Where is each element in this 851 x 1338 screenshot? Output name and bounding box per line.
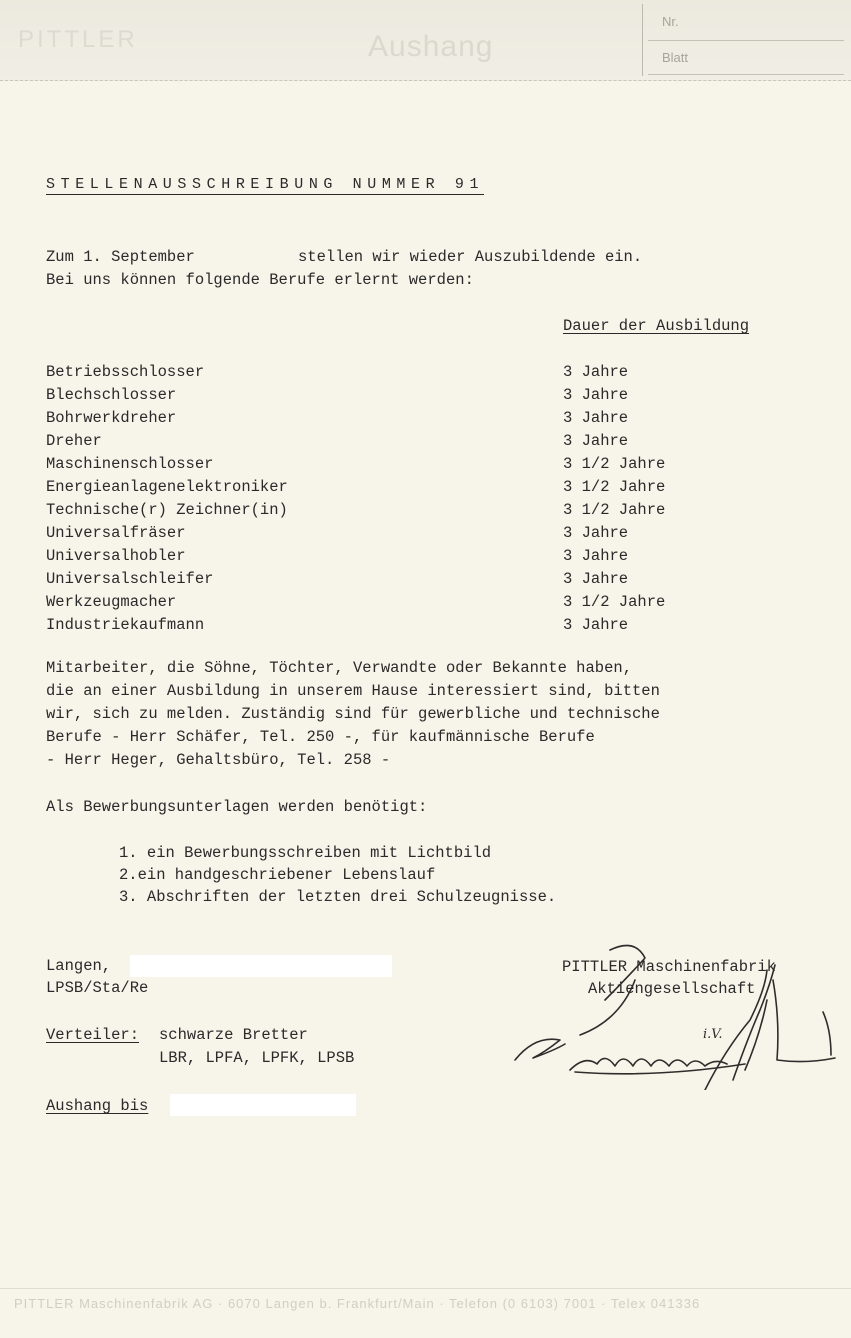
document-title: STELLENAUSSCHREIBUNG NUMMER 91 (46, 176, 485, 193)
job-duration: 3 1/2 Jahre (563, 501, 666, 519)
paragraph-line: die an einer Ausbildung in unserem Hause interessiert sind, bitten (46, 682, 660, 700)
paragraph-line: Mitarbeiter, die Söhne, Töchter, Verwandte oder Bekannte haben, (46, 659, 632, 677)
duration-list (563, 361, 665, 637)
handwritten-signature (505, 940, 845, 1090)
job-name: Blechschlosser (46, 386, 177, 404)
header-divider (642, 4, 643, 76)
posting-label: Aushang bis (46, 1097, 149, 1115)
contact-paragraph (46, 657, 660, 772)
requirements-intro: Als Bewerbungsunterlagen werden benötigt: (46, 798, 428, 816)
paragraph-line: Berufe - Herr Schäfer, Tel. 250 -, für kaufmännische Berufe (46, 728, 595, 746)
field-blatt-label: Blatt (662, 50, 689, 65)
letterhead-band (0, 0, 851, 81)
job-name: Universalfräser (46, 524, 186, 542)
job-name: Technische(r) Zeichner(in) (46, 501, 288, 519)
job-duration: 3 Jahre (563, 616, 629, 634)
intro-line-2: Bei uns können folgende Berufe erlernt werden: (46, 271, 474, 289)
job-name: Industriekaufmann (46, 616, 205, 634)
job-name: Werkzeugmacher (46, 593, 177, 611)
letterhead-footer: PITTLER Maschinenfabrik AG · 6070 Langen b. Frankfurt/Main · Telefon (0 6103) 7001 · Telex 041336 (14, 1296, 701, 1311)
job-list (46, 361, 288, 637)
redacted-date (130, 955, 392, 977)
field-nr-label: Nr. (662, 14, 679, 29)
job-name: Dreher (46, 432, 102, 450)
requirement-item: 3. Abschriften der letzten drei Schulzeugnisse. (119, 888, 557, 906)
job-duration: 3 Jahre (563, 570, 629, 588)
distribution-line-1: schwarze Bretter (159, 1026, 308, 1044)
paragraph-line: - Herr Heger, Gehaltsbüro, Tel. 258 - (46, 751, 391, 769)
intro-date: Zum 1. September (46, 248, 195, 266)
job-name: Bohrwerkdreher (46, 409, 177, 427)
job-duration: 3 Jahre (563, 432, 629, 450)
job-duration: 3 1/2 Jahre (563, 455, 666, 473)
job-duration: 3 1/2 Jahre (563, 593, 666, 611)
reference-code: LPSB/Sta/Re (46, 979, 149, 997)
footer-rule (0, 1288, 851, 1289)
job-name: Universalhobler (46, 547, 186, 565)
requirement-item: 2.ein handgeschriebener Lebenslauf (119, 866, 436, 884)
job-name: Energieanlagenelektroniker (46, 478, 288, 496)
place: Langen, (46, 957, 112, 975)
job-duration: 3 Jahre (563, 363, 629, 381)
paragraph-line: wir, sich zu melden. Zuständig sind für gewerbliche und technische (46, 705, 660, 723)
signature-initials: i.V. (703, 1027, 723, 1042)
distribution-line-2: LBR, LPFA, LPFK, LPSB (159, 1049, 355, 1067)
duration-header: Dauer der Ausbildung (563, 317, 750, 335)
job-name: Universalschleifer (46, 570, 214, 588)
job-duration: 3 1/2 Jahre (563, 478, 666, 496)
company-logo-faded: PITTLER (18, 26, 138, 53)
requirements-list (119, 842, 556, 908)
job-duration: 3 Jahre (563, 547, 629, 565)
redacted-posting-date (170, 1094, 356, 1116)
company-form: Aktiengesellschaft (588, 980, 756, 998)
intro-text: stellen wir wieder Auszubildende ein. (298, 248, 643, 266)
job-name: Maschinenschlosser (46, 455, 214, 473)
company-name: PITTLER Maschinenfabrik (562, 958, 776, 976)
distribution-label: Verteiler: (46, 1026, 140, 1044)
job-name: Betriebsschlosser (46, 363, 205, 381)
job-duration: 3 Jahre (563, 386, 629, 404)
field-nr-line (648, 40, 844, 41)
field-blatt-line (648, 74, 844, 75)
requirement-item: 1. ein Bewerbungsschreiben mit Lichtbild (119, 844, 492, 862)
letterhead-title: Aushang (368, 30, 494, 63)
job-duration: 3 Jahre (563, 524, 629, 542)
job-duration: 3 Jahre (563, 409, 629, 427)
